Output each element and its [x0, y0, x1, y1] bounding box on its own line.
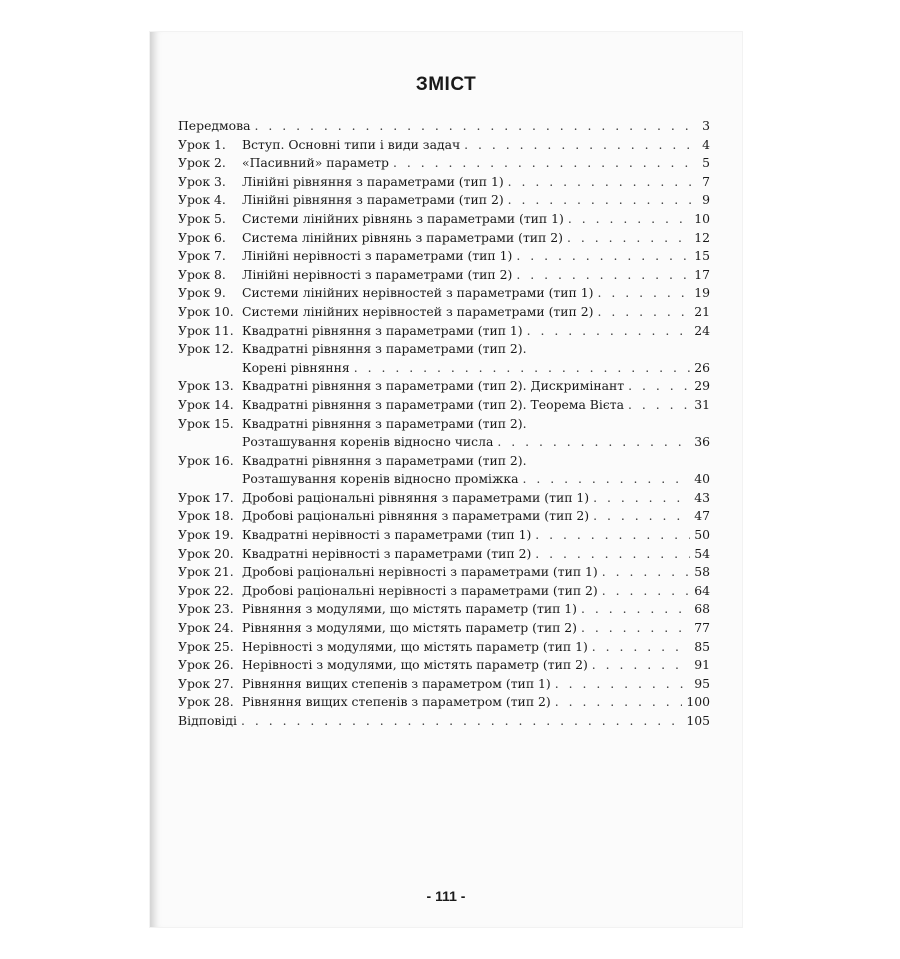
toc-entry [178, 247, 710, 266]
toc-entry-line [178, 284, 710, 303]
page-number: 77 [694, 620, 710, 636]
dot-leader [602, 582, 690, 601]
dot-leader [535, 526, 690, 545]
dot-leader [508, 191, 692, 210]
toc-entry-first-line [178, 340, 710, 359]
page-number: 85 [694, 638, 710, 654]
page-title: ЗМІСТ [415, 74, 477, 95]
lesson-title: Нерівності з модулями, що містять параметр (тип 2) [242, 657, 588, 673]
toc-entry [178, 656, 710, 675]
dot-leader [593, 507, 690, 526]
toc-entry [178, 600, 710, 619]
toc-entry-line [178, 600, 710, 619]
toc-entry [178, 303, 710, 322]
lesson-title: Дробові раціональні нерівності з параметрами (тип 2) [242, 582, 598, 598]
page-number: 64 [694, 582, 710, 598]
dot-leader [523, 470, 691, 489]
toc-entry-continuation [178, 433, 710, 452]
toc-entry [178, 191, 710, 210]
page-number: 15 [694, 248, 710, 264]
lesson-number: Урок 3. [178, 173, 226, 189]
toc-entry-line [178, 191, 710, 210]
toc-entry [178, 693, 710, 712]
toc-entry [178, 582, 710, 601]
toc-entry [178, 415, 710, 452]
lesson-title: Дробові раціональні нерівності з параметрами (тип 1) [242, 564, 598, 580]
page-number: 5 [702, 155, 710, 171]
toc-entry-line [178, 712, 710, 731]
page-number: 9 [702, 192, 710, 208]
dot-leader [527, 322, 691, 341]
lesson-title: Лінійні нерівності з параметрами (тип 1) [242, 248, 513, 264]
toc-entry [178, 675, 710, 694]
page-number-footer: - 111 - [426, 888, 466, 904]
lesson-number: Урок 13. [178, 378, 234, 394]
page-number: 100 [686, 694, 710, 710]
toc-entry-line [178, 136, 710, 155]
lesson-number: Урок 22. [178, 582, 234, 598]
toc-entry-line [178, 322, 710, 341]
lesson-number: Урок 25. [178, 638, 234, 654]
toc-entry-continuation [178, 359, 710, 378]
dot-leader [597, 284, 690, 303]
lesson-number: Урок 23. [178, 601, 234, 617]
dot-leader [393, 154, 692, 173]
dot-leader [535, 545, 690, 564]
lesson-number: Урок 11. [178, 322, 234, 338]
lesson-number: Урок 2. [178, 155, 226, 171]
toc-entry-line [178, 693, 710, 712]
toc-entry [178, 117, 710, 136]
toc-entry [178, 563, 710, 582]
lesson-number: Урок 6. [178, 229, 226, 245]
lesson-title: Квадратні рівняння з параметрами (тип 2). Дискримінант [242, 378, 625, 394]
dot-leader [628, 396, 690, 415]
lesson-number: Урок 7. [178, 248, 226, 264]
toc-entry [178, 452, 710, 489]
page-number: 7 [702, 173, 710, 189]
dot-leader [581, 619, 690, 638]
toc-entry [178, 396, 710, 415]
lesson-title: Лінійні нерівності з параметрами (тип 2) [242, 266, 513, 282]
page-number: 50 [694, 527, 710, 543]
toc-entry [178, 284, 710, 303]
lesson-number: Урок 5. [178, 210, 226, 226]
page-number: 12 [694, 229, 710, 245]
dot-leader [255, 117, 693, 136]
dot-leader [516, 247, 690, 266]
lesson-title: Квадратні рівняння з параметрами (тип 2). [242, 415, 527, 431]
dot-leader [592, 638, 690, 657]
lesson-number: Урок 28. [178, 694, 234, 710]
lesson-title: Рівняння вищих степенів з параметром (тип 1) [242, 675, 551, 691]
page-number: 10 [694, 210, 710, 226]
lesson-title: Квадратні нерівності з параметрами (тип 2) [242, 545, 532, 561]
lesson-number: Урок 21. [178, 564, 234, 580]
dot-leader [592, 656, 690, 675]
lesson-title-continuation: Розташування коренів відносно проміжка [242, 471, 519, 487]
dot-leader [508, 173, 692, 192]
toc-entry [178, 489, 710, 508]
lesson-number: Урок 9. [178, 285, 226, 301]
page-number: 21 [694, 303, 710, 319]
toc-entry [178, 340, 710, 377]
lesson-title: «Пасивний» параметр [242, 155, 389, 171]
dot-leader [597, 303, 690, 322]
dot-leader [568, 210, 690, 229]
toc-entry-continuation [178, 470, 710, 489]
page-number: 26 [694, 359, 710, 375]
dot-leader [593, 489, 690, 508]
lesson-title: Квадратні рівняння з параметрами (тип 2). Теорема Вієта [242, 396, 625, 412]
section-title: Відповіді [178, 713, 237, 728]
toc-entry-line [178, 210, 710, 229]
page-number: 31 [694, 396, 710, 412]
toc-entry [178, 154, 710, 173]
toc-entry-line [178, 563, 710, 582]
page-number: 58 [694, 564, 710, 580]
dot-leader [581, 600, 690, 619]
page-number: 91 [694, 657, 710, 673]
lesson-number: Урок 10. [178, 303, 234, 319]
dot-leader [497, 433, 690, 452]
lesson-number: Урок 8. [178, 266, 226, 282]
toc-entry [178, 712, 710, 731]
toc-entry-line [178, 675, 710, 694]
lesson-title: Вступ. Основні типи і види задач [242, 136, 461, 152]
dot-leader [464, 136, 692, 155]
lesson-number: Урок 20. [178, 545, 234, 561]
lesson-number: Урок 12. [178, 341, 234, 357]
page-number: 47 [694, 508, 710, 524]
toc-entry-line [178, 396, 710, 415]
page-number: 95 [694, 675, 710, 691]
dot-leader [628, 377, 690, 396]
dot-leader [602, 563, 690, 582]
lesson-number: Урок 14. [178, 396, 234, 412]
toc-entry-line [178, 507, 710, 526]
toc-entry [178, 173, 710, 192]
toc-entry [178, 619, 710, 638]
lesson-number: Урок 4. [178, 192, 226, 208]
toc-entry [178, 526, 710, 545]
lesson-title: Системи лінійних нерівностей з параметрами (тип 1) [242, 285, 594, 301]
page-number: 54 [694, 545, 710, 561]
toc-entry [178, 322, 710, 341]
toc-entry-line [178, 526, 710, 545]
lesson-number: Урок 24. [178, 620, 234, 636]
lesson-title: Квадратні рівняння з параметрами (тип 2). [242, 341, 527, 357]
toc-entry [178, 377, 710, 396]
toc-entry-line [178, 229, 710, 248]
lesson-number: Урок 15. [178, 415, 234, 431]
lesson-title: Лінійні рівняння з параметрами (тип 1) [242, 173, 504, 189]
dot-leader [555, 675, 690, 694]
page-number: 105 [686, 713, 710, 728]
lesson-title: Квадратні рівняння з параметрами (тип 2). [242, 452, 527, 468]
dot-leader [516, 266, 690, 285]
toc-entry-first-line [178, 415, 710, 434]
toc-entry-first-line [178, 452, 710, 471]
toc-entry-line [178, 117, 710, 136]
lesson-number: Урок 19. [178, 527, 234, 543]
section-title: Передмова [178, 118, 251, 133]
toc-entry [178, 507, 710, 526]
lesson-title: Система лінійних рівнянь з параметрами (тип 2) [242, 229, 563, 245]
page-number: 68 [694, 601, 710, 617]
toc-entry-line [178, 656, 710, 675]
page-number: 3 [702, 118, 710, 133]
toc-entry [178, 136, 710, 155]
lesson-title: Системи лінійних нерівностей з параметрами (тип 2) [242, 303, 594, 319]
page-number: 40 [694, 471, 710, 487]
lesson-title: Нерівності з модулями, що містять параметр (тип 1) [242, 638, 588, 654]
toc-entry-line [178, 582, 710, 601]
lesson-title: Дробові раціональні рівняння з параметрами (тип 1) [242, 489, 590, 505]
lesson-title: Лінійні рівняння з параметрами (тип 2) [242, 192, 504, 208]
toc-entry-line [178, 266, 710, 285]
toc-entry [178, 229, 710, 248]
toc-entry-line [178, 545, 710, 564]
dot-leader [241, 712, 682, 731]
toc-entry [178, 638, 710, 657]
dot-leader [354, 359, 690, 378]
lesson-title-continuation: Корені рівняння [242, 359, 350, 375]
lesson-number: Урок 16. [178, 452, 234, 468]
lesson-title: Рівняння з модулями, що містять параметр (тип 1) [242, 601, 577, 617]
page-number: 4 [702, 136, 710, 152]
toc-entry-line [178, 489, 710, 508]
lesson-title: Рівняння з модулями, що містять параметр (тип 2) [242, 620, 577, 636]
dot-leader [567, 229, 690, 248]
lesson-title: Дробові раціональні рівняння з параметрами (тип 2) [242, 508, 590, 524]
lesson-title: Квадратні рівняння з параметрами (тип 1) [242, 322, 523, 338]
page-number: 43 [694, 489, 710, 505]
toc-entry-line [178, 303, 710, 322]
page-number: 29 [694, 378, 710, 394]
page-number: 17 [694, 266, 710, 282]
toc-entry-line [178, 619, 710, 638]
lesson-title: Рівняння вищих степенів з параметром (тип 2) [242, 694, 551, 710]
toc-entry [178, 266, 710, 285]
lesson-number: Урок 17. [178, 489, 234, 505]
lesson-number: Урок 26. [178, 657, 234, 673]
dot-leader [555, 693, 683, 712]
toc-entry [178, 210, 710, 229]
lesson-number: Урок 27. [178, 675, 234, 691]
lesson-title: Квадратні нерівності з параметрами (тип 1) [242, 527, 532, 543]
lesson-title-continuation: Розташування коренів відносно числа [242, 434, 494, 450]
toc-entry-line [178, 154, 710, 173]
table-of-contents [178, 117, 710, 731]
toc-entry [178, 545, 710, 564]
lesson-number: Урок 18. [178, 508, 234, 524]
toc-entry-line [178, 638, 710, 657]
page-number: 24 [694, 322, 710, 338]
lesson-title: Системи лінійних рівнянь з параметрами (тип 1) [242, 210, 564, 226]
toc-entry-line [178, 173, 710, 192]
toc-entry-line [178, 247, 710, 266]
page-number: 36 [694, 434, 710, 450]
page-number: 19 [694, 285, 710, 301]
toc-entry-line [178, 377, 710, 396]
lesson-number: Урок 1. [178, 136, 226, 152]
